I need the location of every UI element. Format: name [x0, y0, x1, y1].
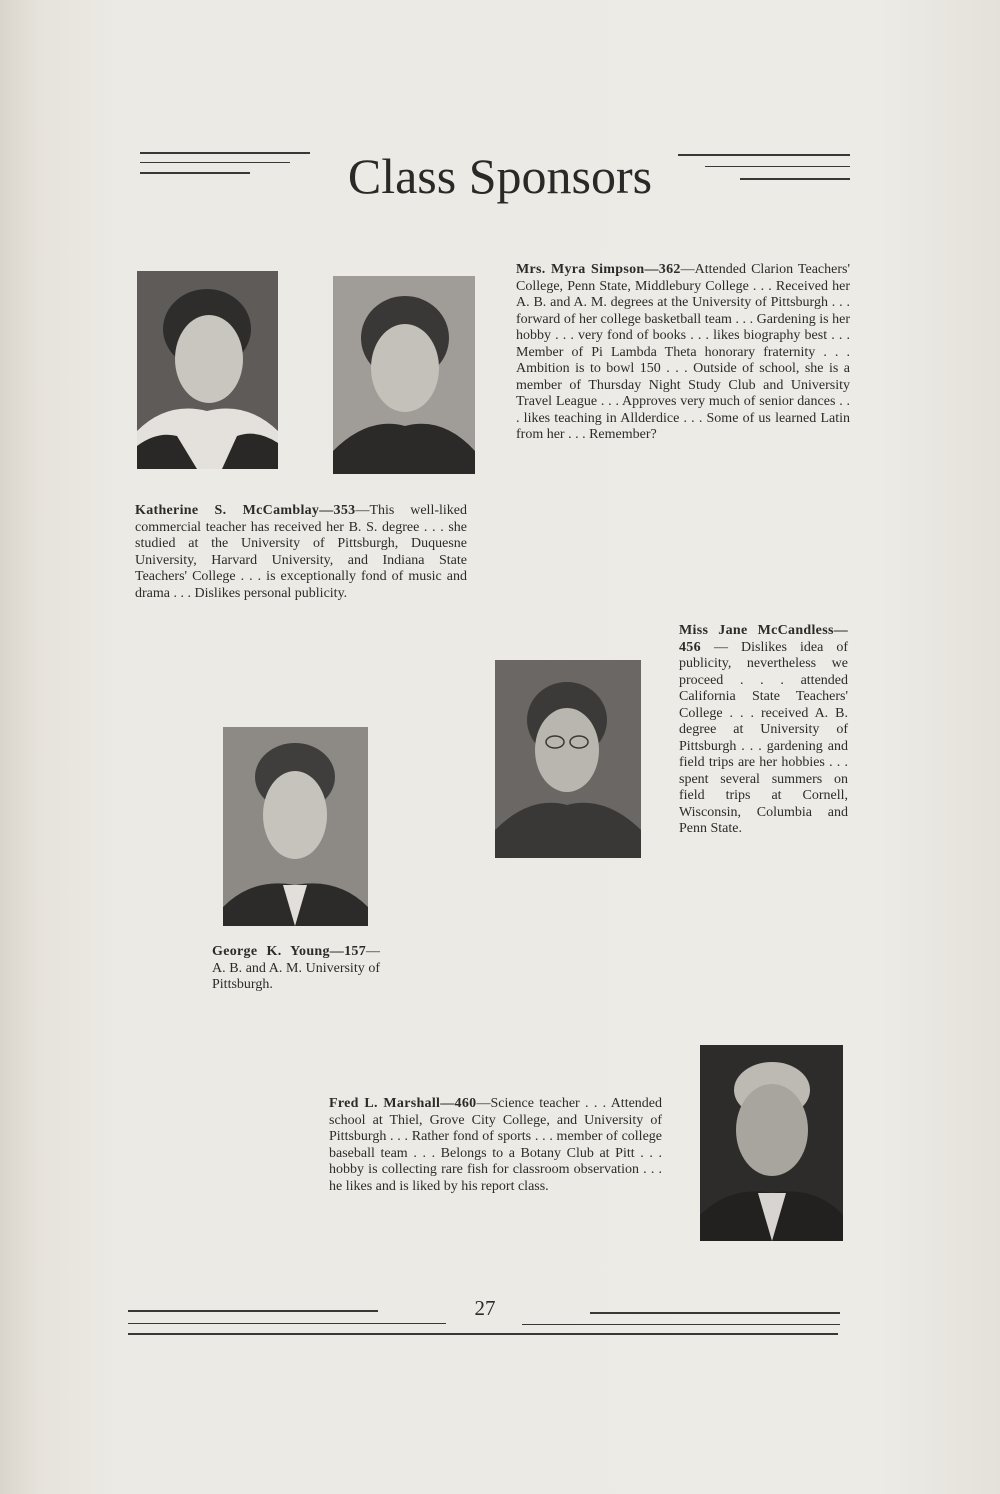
portrait-photo-mccandless: [495, 660, 641, 858]
footer-rule-left-3: [128, 1333, 838, 1335]
footer-rule-right-2: [522, 1324, 840, 1325]
portrait-photo-young: [223, 727, 368, 926]
bio-mccandless: [679, 623, 848, 838]
portrait-image: [223, 727, 368, 926]
header-rule-right-1: [678, 154, 850, 156]
portrait-image: [700, 1045, 843, 1241]
portrait-image: [333, 276, 475, 474]
portrait-photo-simpson: [333, 276, 475, 474]
portrait-photo-marshall: [700, 1045, 843, 1241]
header-rule-left-2: [140, 162, 290, 163]
header-rule-left-3: [140, 172, 250, 174]
sponsor-bio: —Attended Clarion Teachers' College, Penn State, Middlebury College . . . Received her A. B. and A. M. degrees at the University of Pittsburgh . . . forward of her college basketball team . . . Gardening is her hobby . . . very fond of books . . . likes biography best . . . Member of Pi Lambda Theta honorary fraternity . . . Ambition is to bowl 150 . . . Outside of school, she is a member of Thursday Night Study Club and University Travel League . . . Approves very much of senior dances . . . likes teaching in Allderdice . . . Some of us learned Latin from her . . . Remember?: [516, 262, 850, 442]
bio-marshall: [329, 1096, 662, 1195]
header-rule-right-3: [740, 178, 850, 180]
portrait-image: [137, 271, 278, 469]
sponsor-bio: —This well-liked commercial teacher has received her B. S. degree . . . she studied at the University of Pittsburgh, Duquesne University, Harvard University, and Indiana State Teachers' College . . . is exceptionally fond of music and drama . . . Dislikes personal publicity.: [135, 503, 467, 601]
sponsor-name: Miss Jane McCandless—456: [679, 623, 848, 655]
header-rule-left-1: [140, 152, 310, 154]
bio-simpson: [516, 262, 850, 444]
sponsor-name: Mrs. Myra Simpson—362: [516, 262, 681, 277]
sponsor-name: George K. Young—157: [212, 944, 366, 959]
sponsor-bio: —A. B. and A. M. University of Pittsburgh.: [212, 944, 380, 992]
footer-rule-left-2: [128, 1323, 446, 1324]
page-number: 27: [474, 1296, 496, 1320]
page-title: Class Sponsors: [347, 148, 653, 204]
sponsor-name: Katherine S. McCamblay—353: [135, 503, 356, 518]
portrait-image: [495, 660, 641, 858]
bio-mccamblay: [135, 503, 467, 602]
sponsor-bio: —Science teacher . . . Attended school at Thiel, Grove City College, and University of Pittsburgh . . . Rather fond of sports . . . member of college baseball team . . . Belongs to a Botany Club at Pitt . . . hobby is collecting rare fish for classroom observation . . . he likes and is liked by his report class.: [329, 1096, 663, 1194]
bio-young: [212, 944, 380, 994]
sponsor-bio: — Dislikes idea of publicity, nevertheless we proceed . . . attended California State Teachers' College . . . received A. B. degree at University of Pittsburgh . . . gardening and field trips are her hobbies . . . spent several summers on field trips at Cornell, Wisconsin, Columbia and Penn State.: [679, 639, 848, 836]
footer-rule-right-1: [590, 1312, 840, 1314]
header-rule-right-2: [705, 166, 850, 167]
portrait-photo-mccamblay: [137, 271, 278, 469]
sponsor-name: Fred L. Marshall—460: [329, 1096, 477, 1111]
footer-rule-left-1: [128, 1310, 378, 1312]
